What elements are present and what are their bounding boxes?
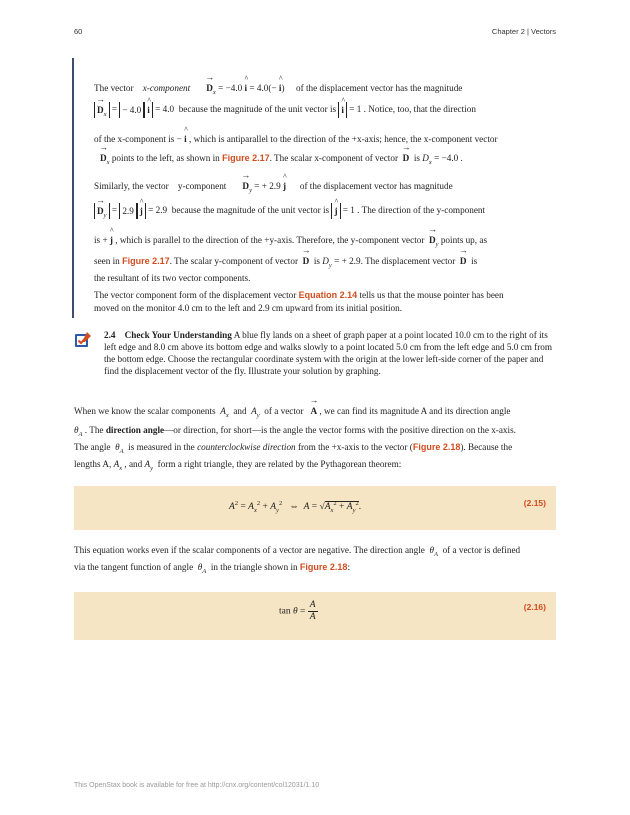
body-line-1: When we know the scalar components $A_x$ and $A_y$ of a vector → A , we can find its magnitude A and its direction angle bbox=[74, 405, 511, 422]
check-title: Check Your Understanding bbox=[124, 330, 232, 340]
checkbox-pencil-icon bbox=[74, 331, 92, 349]
figure-2-18-link-2[interactable]: Figure 2.18 bbox=[299, 562, 348, 572]
example-line-3: of the x-component is − ^ i , which is antiparallel to the direction of the +x-axis; hence, the x-component vector bbox=[94, 133, 498, 145]
figure-2-18-link[interactable]: Figure 2.18 bbox=[412, 442, 461, 452]
body-line-4: lengths A, $A_x$ , and $A_y$ form a right triangle, they are related by the Pythagorean theorem: bbox=[74, 459, 402, 472]
example-line-7: is + ^ j , which is parallel to the direction of the +y-axis. Therefore, the y-component vector → $D_y$ points up, as bbox=[94, 234, 487, 251]
page-number: 60 bbox=[74, 27, 83, 36]
example-line-4: → $D_x$ points to the left, as shown in Figure 2.17. The scalar x-component of vector → D is $D_x = -4.0$ . bbox=[100, 152, 463, 169]
body-line-5: This equation works even if the scalar components of a vector are negative. The direction angle $\theta_A$ of a vector is defined bbox=[74, 545, 521, 558]
equation-2-16-number: (2.16) bbox=[523, 602, 546, 612]
example-line-2: → $D_x$ = − 4.0^ i = 4.0 because the magnitude of the unit vector is ^ i = 1 . Notice, too, that the direction bbox=[94, 102, 476, 118]
math-dx-expression: → $D_x = -4.0$ ^ i = 4.0(− ^ i) bbox=[206, 83, 284, 93]
example-line-10: The vector component form of the displacement vector Equation 2.14 tells us that the mouse pointer has been bbox=[94, 290, 504, 300]
example-line-5: Similarly, the vector y-component → $D_y$ = + 2.9 ^ j of the displacement vector has magnitude bbox=[94, 180, 453, 197]
equation-2-15: $A^2 = A_x^2 + A_y^2$ ⇔ $A = √A_x^2 + A_y^2$. bbox=[229, 500, 362, 515]
equation-2-15-box bbox=[74, 486, 556, 530]
equation-2-15-number: (2.15) bbox=[523, 498, 546, 508]
math-minus-i: − ^ i bbox=[177, 134, 187, 144]
example-line-8: seen in Figure 2.17. The scalar y-component of vector → D is $D_y$ = + 2.9. The displacement vector → D is bbox=[94, 255, 477, 272]
figure-2-17-link[interactable]: Figure 2.17 bbox=[222, 153, 270, 163]
example-line-1: The vector x-component → $D_x = -4.0$ ^ i = 4.0(− ^ i) of the displacement vector has the magnitude bbox=[94, 82, 462, 99]
example-line-11: moved on the monitor 4.0 cm to the left and 2.9 cm upward from its initial position. bbox=[94, 303, 402, 313]
math-dx-magnitude: → $D_x$ = − 4.0^ i = 4.0 bbox=[94, 104, 174, 114]
equation-2-16-box bbox=[74, 592, 556, 640]
example-line-9: the resultant of its two vector components. bbox=[94, 273, 251, 283]
footer-text: This OpenStax book is available for free at http://cnx.org/content/col12031/1.10 bbox=[74, 782, 320, 789]
body-line-6: via the tangent function of angle $\theta_A$ in the triangle shown in Figure 2.18: bbox=[74, 562, 350, 575]
body-line-2: $\theta_A$ . The direction angle—or direction, for short—is the angle the vector forms with the positive direction on the x-axis. bbox=[74, 425, 516, 438]
check-text: A blue fly lands on a sheet of graph paper at a point located 10.0 cm to the right of its left edge and 8.0 cm above its bottom edge and walks slowly to a point located 5.0 cm from the left edge and 5.0 cm from the bottom edge. Choose the rectangular coordinate system with the origin at the lower left-side corner of the paper and find the displacement vector of the fly. Illustrate your solution by graphing. bbox=[104, 330, 553, 376]
example-line-6: → $D_y$ = 2.9^ j = 2.9 because the magnitude of the unit vector is ^ j = 1 . The direction of the y-component bbox=[94, 203, 485, 219]
check-understanding bbox=[104, 329, 554, 377]
check-number: 2.4 bbox=[104, 330, 116, 340]
equation-2-14-link[interactable]: Equation 2.14 bbox=[298, 290, 358, 300]
chapter-title: Chapter 2 | Vectors bbox=[491, 27, 556, 36]
body-line-3: The angle $\theta_A$ is measured in the counterclockwise direction from the +x-axis to the vector (Figure 2.18). Because the bbox=[74, 442, 513, 455]
math-unit-i: ^ i = 1 bbox=[338, 104, 361, 114]
equation-2-16: tan θ = $\frac{A}{A}$ bbox=[279, 600, 316, 622]
figure-2-17-link-2[interactable]: Figure 2.17 bbox=[122, 256, 170, 266]
